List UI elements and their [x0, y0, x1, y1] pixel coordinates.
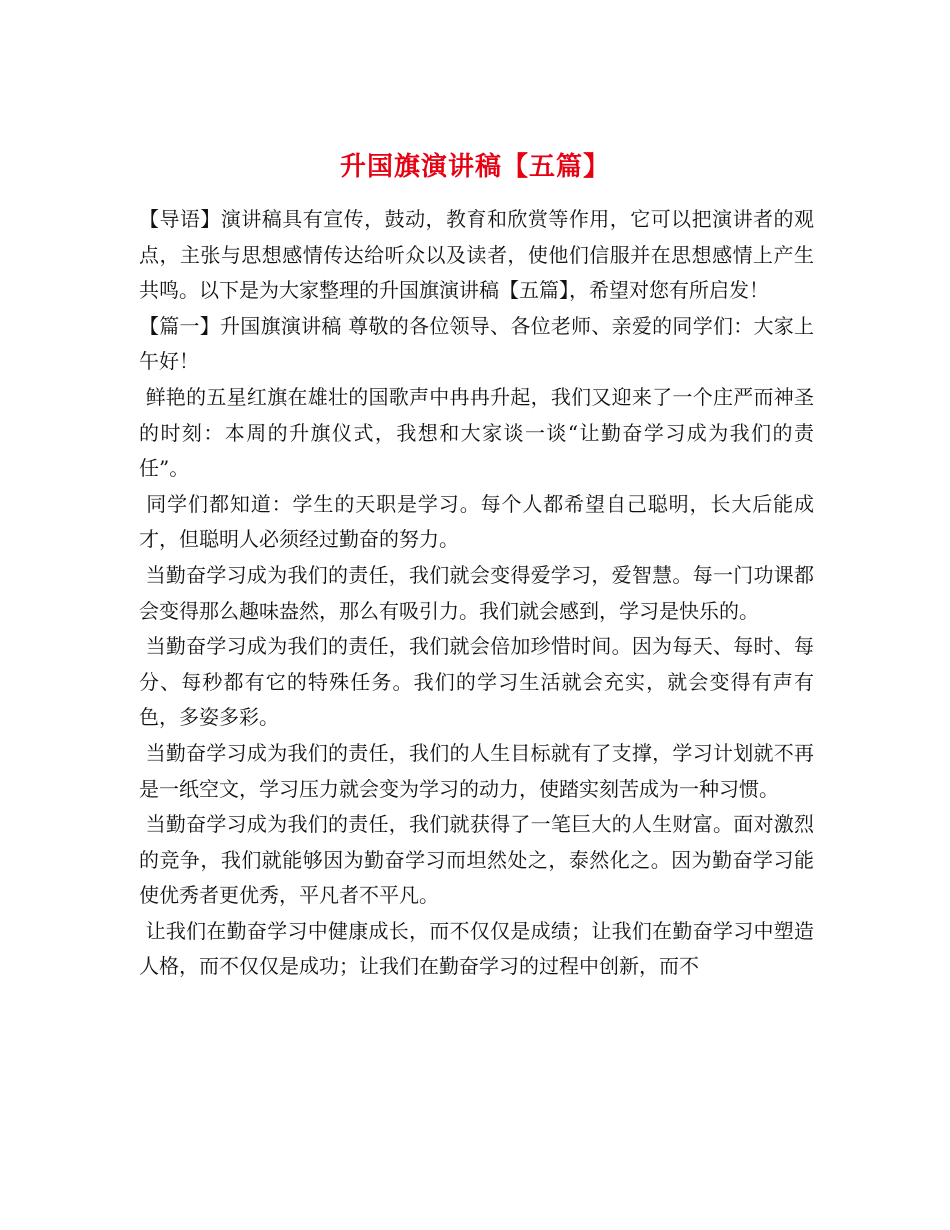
paragraph-student-duty: 同学们都知道：学生的天职是学习。每个人都希望自己聪明，长大后能成才，但聪明人必须经过勤奋的努力。: [139, 491, 815, 552]
document-title: 升国旗演讲稿【五篇】: [339, 152, 610, 183]
paragraph-grow-healthy: 让我们在勤奋学习中健康成长，而不仅仅是成绩；让我们在勤奋学习中塑造人格，而不仅仅是成功；让我们在勤奋学习的过程中创新，而不: [139, 918, 815, 979]
paragraph-flag-raising: 鲜艳的五星红旗在雄壮的国歌声中冉冉升起，我们又迎来了一个庄严而神圣的时刻：本周的升旗仪式，我想和大家谈一谈“让勤奋学习成为我们的责任”。: [139, 384, 815, 481]
document-body: [139, 202, 814, 985]
paragraph-life-wealth: 当勤奋学习成为我们的责任，我们就获得了一笔巨大的人生财富。面对激烈的竞争，我们就能够因为勤奋学习而坦然处之，泰然化之。因为勤奋学习能使优秀者更优秀，平凡者不平凡。: [139, 812, 815, 908]
paragraph-section-one-heading: 【篇一】升国旗演讲稿 尊敬的各位领导、各位老师、亲爱的同学们：大家上午好！: [139, 313, 814, 374]
paragraph-love-learning: 当勤奋学习成为我们的责任，我们就会变得爱学习，爱智慧。每一门功课都会变得那么趣味盎然，那么有吸引力。我们就会感到，学习是快乐的。: [139, 562, 815, 623]
paragraph-life-goals: 当勤奋学习成为我们的责任，我们的人生目标就有了支撑，学习计划就不再是一纸空文，学习压力就会变为学习的动力，使踏实刻苦成为一种习惯。: [139, 740, 815, 801]
paragraph-cherish-time: 当勤奋学习成为我们的责任，我们就会倍加珍惜时间。因为每天、每时、每分、每秒都有它的特殊任务。我们的学习生活就会充实，就会变得有声有色，多姿多彩。: [139, 634, 815, 730]
paragraph-intro: 【导语】演讲稿具有宣传，鼓动，教育和欣赏等作用，它可以把演讲者的观点，主张与思想感情传达给听众以及读者，使他们信服并在思想感情上产生共鸣。以下是为大家整理的升国旗演讲稿【五篇】，希望对您有所启发！: [139, 207, 814, 303]
